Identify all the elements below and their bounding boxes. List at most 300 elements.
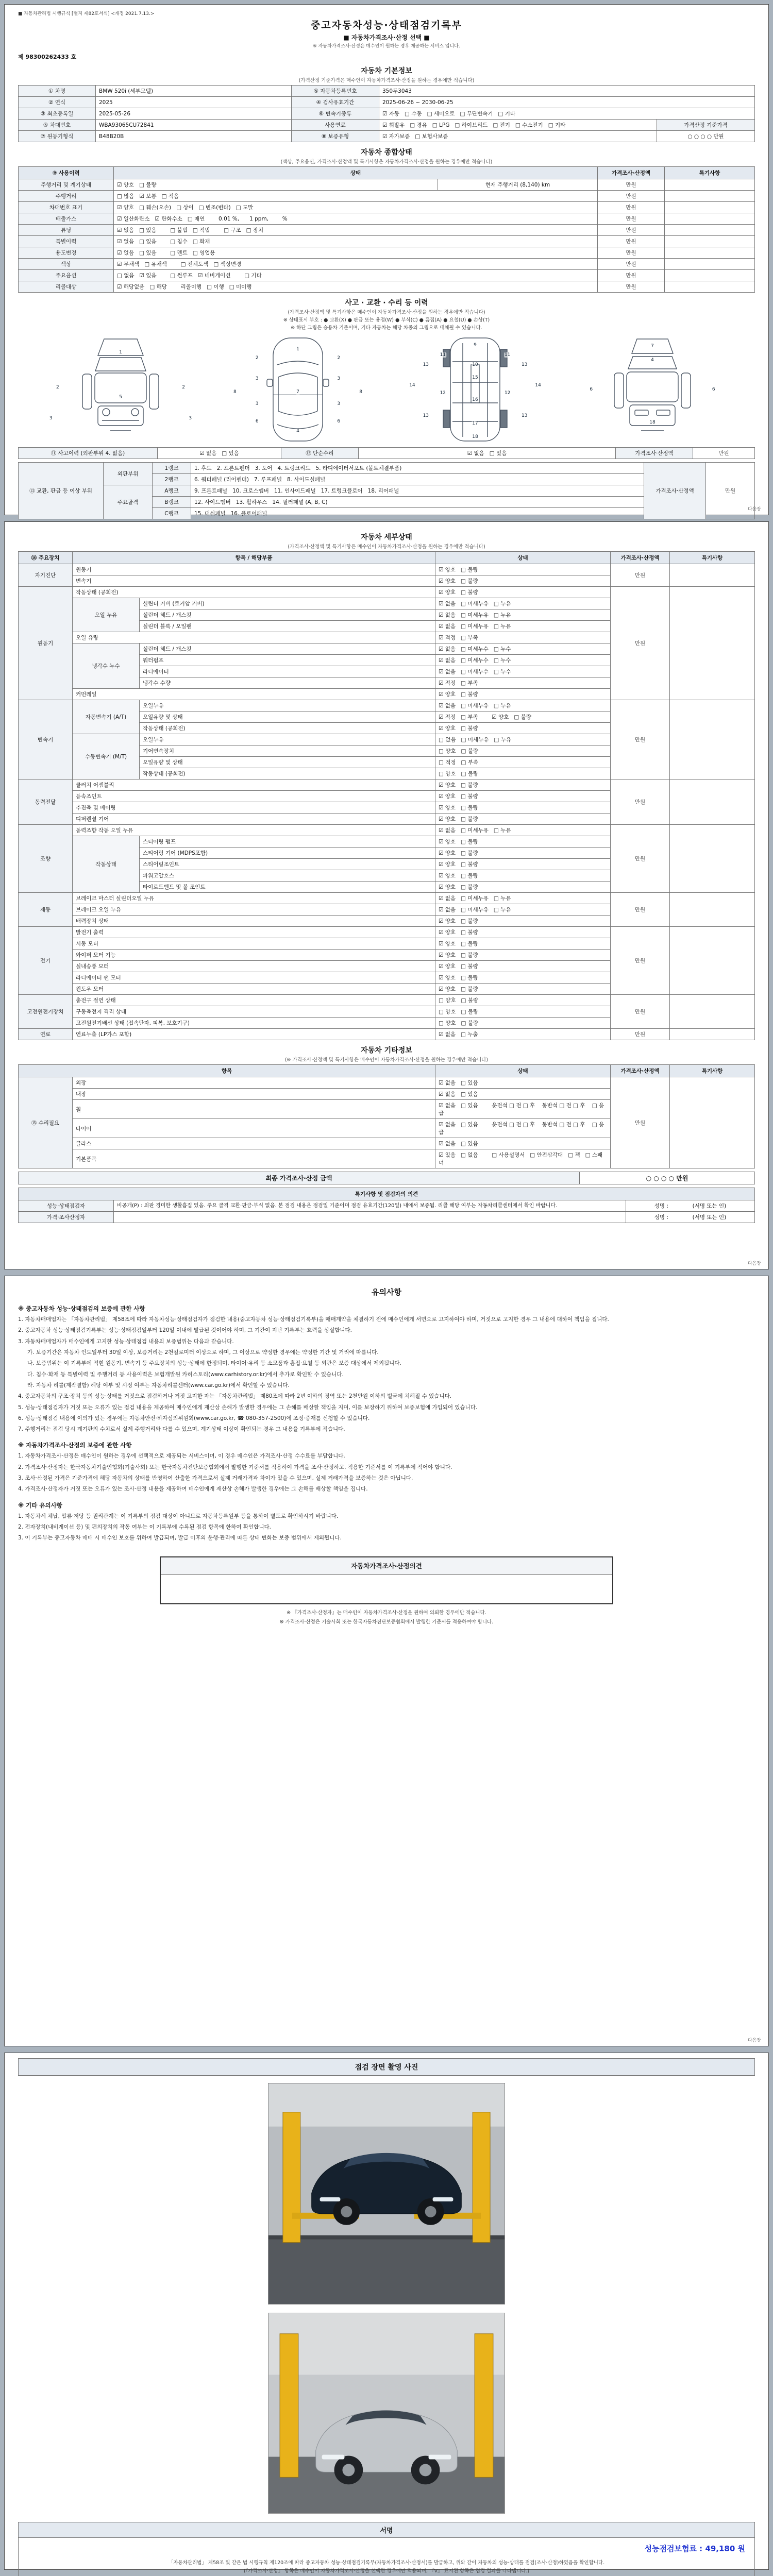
misc-header-row [19,1065,755,1077]
price-cell: 만원 [598,225,665,236]
status-checkboxes[interactable]: ☑ 적정 □ 부족 [435,632,611,643]
field-value[interactable]: ☑ 자가보증 □ 보험사보증 [379,131,657,142]
remark-cell [670,1077,755,1168]
device-group-label: 전기 [19,927,73,995]
rank-label: 1랭크 [153,463,191,474]
status-checkboxes[interactable]: ☑ 양호 □ 불량 [435,927,611,938]
field-value: B48B20B [96,131,292,142]
status-checkboxes[interactable]: ☑ 양호 □ 불량 [435,836,611,848]
status-checkboxes[interactable]: ☑ 없음 □ 미세누수 □ 누수 [435,643,611,655]
panel-rank-table [18,462,755,519]
usage-item-label: 용도변경 [19,247,114,259]
usage-history-row [19,179,755,191]
signature-title: 서명 [19,2522,754,2538]
notice-item: 4. 가격조사·산정자가 거짓 또는 오류가 있는 조사·산정 내용을 제공하여 매수인에게 재산상 손해가 발생한 경우에는 그 손해를 배상할 책임을 집니다. [18,1486,368,1493]
basic-info-note: (가격산정 기준가격은 매수인이 자동차가격조사·산정을 원하는 경우에만 적습니다) [298,78,475,83]
basic-info-row [19,108,755,120]
document-number: 제 98300262433 호 [18,54,77,60]
opinion-text [114,1212,626,1223]
panel-number-marker: 8 [359,389,362,395]
detail-table [18,551,755,1040]
status-checkboxes[interactable]: ☑ 양호 □ 불량 [435,859,611,870]
price-opinion-box [160,1556,613,1604]
status-checkboxes[interactable]: □ 양호 □ 불량 [435,1018,611,1029]
device-row [19,825,755,836]
basic-info-row [19,131,755,142]
final-price-row [19,1172,755,1184]
notice-item: 1. 자동차매매업자는 「자동차관리법」 제58조에 따라 자동차성능·상태점검자가 점검한 내용(중고자동차 성능·상태점검기록부)을 매매계약을 체결하기 전에 매수인에게 서면으로 고지하여야 하며, 거짓으로 고지한 경우 그 내용에 대하여 책임을 집니다. [18,1316,609,1323]
usage-history-row [19,225,755,236]
rank-items[interactable]: 9. 프론트패널 10. 크로스멤버 11. 인사이드패널 17. 트렁크플로어 18. 리어패널 [191,485,644,497]
status-checkboxes[interactable]: ☑ 없음 □ 있음 운전석 □ 전 □ 후 동반석 □ 전 □ 후 □ 응급 [435,1100,611,1119]
device-subgroup-label: 오일 누유 [73,598,140,632]
status-checkboxes[interactable]: ☑ 없음 □ 미세누유 □ 누유 [435,825,611,836]
remark-cell [665,213,755,225]
status-checkboxes[interactable]: □ 없음 ☑ 있음 □ 썬루프 ☑ 네비게이션 □ 기타 [114,270,598,281]
panel-number-marker: 13 [521,413,528,419]
device-group-label: 연료 [19,1029,73,1040]
device-item-label: 오일유량 및 상태 [140,757,435,768]
device-item-label: 작동상태 (공회전) [73,587,435,598]
opinions-table [18,1188,755,1223]
price-cell: 만원 [598,259,665,270]
device-subgroup-label: 수동변속기 (M/T) [73,734,140,779]
status-checkboxes[interactable]: □ 양호 □ 불량 [435,995,611,1006]
status-checkboxes[interactable]: ☑ 양호 □ 불량 [435,791,611,802]
opinions-header-row [19,1188,755,1200]
usage-item-label: 특별이력 [19,236,114,247]
price-cell: 만원 [598,213,665,225]
field-value[interactable]: ☑ 휘발유 □ 경유 □ LPG □ 하이브리드 □ 전기 □ 수소전기 □ 기타 [379,120,657,131]
status-checkboxes[interactable]: ☑ 없음 □ 미세누유 □ 누유 [435,893,611,904]
rank-label: C랭크 [153,508,191,519]
remark-cell [670,825,755,893]
rank-items[interactable]: 12. 사이드멤버 13. 휠하우스 14. 필러패널 (A, B, C) [191,497,644,508]
usage-history-row [19,191,755,202]
usage-item-label: 튜닝 [19,225,114,236]
status-checkboxes[interactable]: □ 많음 ☑ 보통 □ 적음 [114,191,598,202]
status-checkboxes[interactable]: ☑ 양호 □ 불량 [435,814,611,825]
status-checkboxes[interactable]: ☑ 없음 □ 미세누유 □ 누유 [435,621,611,632]
inspection-photo-ground-car[interactable] [268,2313,505,2514]
device-item-label: 냉각수 수량 [140,677,435,689]
signature-statement-1: 「자동차관리법」 제58조 및 같은 법 시행규칙 제120조에 따라 중고자동차 성능·상태점검기록부(자동차가격조사·산정서)를 발급하고, 위와 같이 자동차의 성능·상태를 점검(조사·산정)하였음을 확인합니다. [168,2560,605,2566]
notice-item: 7. 주행거리는 점검 당시 계기판의 수치로서 실제 주행거리와 다를 수 있으며, 계기상태 이상이 확인되는 경우 그 내용을 기록부에 적습니다. [18,1426,345,1433]
price-opinion-box-body[interactable] [161,1574,612,1603]
panel-number-marker: 13 [423,413,429,419]
panel-number-marker: 12 [440,390,446,396]
misc-section-head [18,1045,755,1063]
usage-history-row [19,236,755,247]
opinion-signature[interactable]: 성명 : (서명 또는 인) [626,1200,755,1212]
rank-group-label: 주요골격 [104,485,153,519]
status-checkboxes[interactable]: ☑ 있음 □ 없음 □ 사용설명서 □ 안전삼각대 □ 잭 □ 스패너 [435,1149,611,1168]
status-checkboxes[interactable]: ☑ 없음 □ 미세누유 □ 누유 [435,700,611,711]
rank-label: B랭크 [153,497,191,508]
status-checkboxes[interactable]: ☑ 없음 □ 미세누수 □ 누수 [435,666,611,677]
device-row [19,700,755,711]
document-title: 중고자동차성능·상태점검기록부 [310,20,463,31]
notice-item: 나. 보증범위는 이 기록부에 적힌 원동기, 변속기 등 주요장치의 성능·상태에 한정되며, 타이어·유리 등 소모품과 흠집·요철 등 외관은 보증 대상에서 제외됩니다. [27,1360,401,1367]
status-checkboxes[interactable]: ☑ 없음 □ 있음 [435,1077,611,1089]
device-row [19,587,755,598]
device-item-label: 와이퍼 모터 기능 [73,950,435,961]
rank-items[interactable]: 1. 후드 2. 프론트펜더 3. 도어 4. 트렁크리드 5. 라디에이터서포트 (볼트체결부품) [191,463,644,474]
usage-history-row [19,259,755,270]
price-cell: 만원 [611,1077,670,1168]
remark-cell [665,225,755,236]
status-checkboxes[interactable]: ☑ 양호 □ 불량 [435,575,611,587]
panel-number-marker: 7 [296,389,299,395]
panel-rank-row [19,463,755,474]
price-cell: 만원 [598,270,665,281]
remark-cell [670,564,755,587]
panel-number-marker: 3 [337,376,341,382]
status-checkboxes[interactable]: ☑ 양호 □ 불량 [435,723,611,734]
column-header: 상태 [435,1065,611,1077]
device-item-label: 연료누출 (LP가스 포함) [73,1029,435,1040]
device-item-label: 오일누유 [140,734,435,745]
field-label: ⑥ 변속기종류 [292,108,379,120]
status-checkboxes[interactable]: ☑ 없음 □ 있음 운전석 □ 전 □ 후 동반석 □ 전 □ 후 □ 응급 [435,1119,611,1138]
remark-cell [670,700,755,779]
status-checkboxes[interactable]: ☑ 없음 □ 있음 □ 렌트 □ 영업용 [114,247,598,259]
opinion-signature[interactable]: 성명 : (서명 또는 인) [626,1212,755,1223]
usage-item-label: 주행거리 및 계기상태 [19,179,114,191]
basic-info-row [19,86,755,97]
comprehensive-title: 자동차 종합상태 [361,148,412,157]
misc-table [18,1064,755,1168]
remark-cell [665,247,755,259]
panel-number-marker: 17 [472,421,478,427]
field-label: ⑧ 보증유형 [292,131,379,142]
device-item-label: 작동상태 (공회전) [140,723,435,734]
price-opinion-box-title: 자동차가격조사·산정의견 [161,1557,612,1574]
panel-number-marker: 2 [255,355,259,361]
status-checkboxes[interactable]: □ 양호 □ 불량 [435,768,611,779]
panel-number-marker: 10 [472,362,478,367]
usage-item-label: 주요옵션 [19,270,114,281]
remark-cell [670,1029,755,1040]
status-checkboxes[interactable]: ☑ 없음 □ 미세누유 □ 누유 [435,609,611,621]
device-item-label: 휠 [73,1100,435,1119]
price-cell: 만원 [611,825,670,893]
notice-item: 2. 중고자동차 성능·상태점검기록부는 성능·상태점검일부터 120일 이내에 발급된 것이어야 하며, 그 기간이 지난 기록부는 효력을 상실합니다. [18,1327,352,1334]
simple-repair-checkboxes[interactable]: ☑ 없음 □ 있음 [359,448,616,459]
price-cell: 만원 [693,448,755,459]
accident-section-head [18,297,755,315]
status-checkboxes[interactable]: □ 양호 □ 불량 [435,745,611,757]
device-item-label: 브레이크 마스터 실린더오일 누유 [73,893,435,904]
device-item-label: 브레이크 오일 누유 [73,904,435,916]
usage-history-row [19,202,755,213]
status-checkboxes[interactable]: ☑ 양호 □ 불량 [435,848,611,859]
device-item-label: 외장 [73,1077,435,1089]
panel-number-marker: 4 [296,428,299,434]
device-item-label: 발전기 출력 [73,927,435,938]
device-item-label: 추진축 및 베어링 [73,802,435,814]
remark-cell [665,236,755,247]
signature-content [19,2538,754,2576]
status-checkboxes[interactable]: ☑ 양호 □ 불량 [435,779,611,791]
field-value: BMW 520i (세부모델) [96,86,292,97]
price-cell: 만원 [598,281,665,293]
panel-number-marker: 3 [255,401,259,406]
device-group-label: 동력전달 [19,779,73,825]
opinions-title: 특기사항 및 점검자의 의견 [19,1188,755,1200]
notice-item: 다. 침수·화재 등 특별이력 및 주행거리 등 사용이력은 보험개발원 카히스토리(www.carhistory.or.kr)에서 추가로 확인할 수 있습니다. [27,1371,344,1378]
price-cell: 만원 [598,202,665,213]
price-cell: 만원 [611,564,670,587]
status-checkboxes[interactable]: ☑ 없음 □ 있음 □ 불법 □ 적법 □ 구조 □ 장치 [114,225,598,236]
field-value: WBA93065CU72841 [96,120,292,131]
page-1 [4,4,769,515]
device-item-label: 시동 모터 [73,938,435,950]
status-checkboxes[interactable]: ☑ 없음 □ 미세누수 □ 누수 [435,655,611,666]
vehicle-diagram-front[interactable] [36,335,206,444]
device-item-label: 클러치 어셈블리 [73,779,435,791]
notice-item: 3. 자동차매매업자가 매수인에게 고지한 성능·상태점검 내용의 보증범위는 다음과 같습니다. [18,1338,234,1345]
panel-number-marker: 11 [504,352,511,358]
remark-cell [670,927,755,995]
panel-number-marker: 11 [440,352,446,358]
notice-section-heading: ※ 중고자동차 성능·상태점검의 보증에 관한 사항 [18,1305,145,1312]
status-checkboxes[interactable]: ☑ 없음 □ 있음 □ 침수 □ 화재 [114,236,598,247]
remark-cell [670,587,755,700]
rank-main-label: ⑬ 교환, 판금 등 이상 부위 [19,463,104,519]
status-checkboxes[interactable]: ☑ 양호 □ 불량 [435,587,611,598]
car-underbody-drawing [390,335,560,444]
current-mileage: 현재 주행거리 (8,140) km [438,179,597,191]
status-checkboxes[interactable]: □ 양호 □ 불량 [435,1006,611,1018]
accident-history-checkboxes[interactable]: ☑ 없음 □ 있음 [158,448,281,459]
notice-item: 1. 자동차세 체납, 압류·저당 등 권리관계는 이 기록부의 점검 대상이 아니므로 자동차등록원부 등을 통하여 별도로 확인하시기 바랍니다. [18,1513,339,1519]
price-option-note: ※ 자동차가격조사·산정은 매수인이 원하는 경우 제공하는 서비스 입니다. [313,44,460,49]
column-header: 항목 [19,1065,435,1077]
status-checkboxes[interactable]: ☑ 적정 □ 부족 ☑ 양호 □ 불량 [435,711,611,723]
field-label: ③ 최초등록일 [19,108,96,120]
signature-box [18,2522,755,2576]
misc-title: 자동차 기타정보 [361,1046,412,1055]
price-opinion-note-2: ※ 가격조사·산정은 기술사회 또는 한국자동차진단보증협회에서 발행한 기준서를 적용하여야 합니다. [279,1619,494,1625]
status-checkboxes[interactable]: ☑ 해당없음 □ 해당 리콜이행 □ 이행 □ 미이행 [114,281,598,293]
notice-item: 3. 이 기록부는 중고자동차 매매 시 매수인 보호를 위하여 발급되며, 발급 이후의 운행·관리에 따른 상태 변화는 보증 범위에서 제외됩니다. [18,1535,342,1541]
price-opinion-note-1: ※ 『가격조사·산정자』는 매수인이 자동차가격조사·산정을 원하여 의뢰한 경우에만 적습니다. [287,1609,486,1616]
status-checkboxes[interactable]: ☑ 양호 □ 불량 [435,916,611,927]
signature-statement-2: (『가격조사·산정』 항목은 매수인이 자동차가격조사·산정을 선택한 경우에만 적용되며, 『V』 표시된 항목은 점검 결과를 나타냅니다.) [243,2568,530,2574]
notices-title: 유의사항 [372,1287,401,1297]
status-checkboxes[interactable]: ☑ 양호 □ 불량 [435,984,611,995]
panel-number-marker: 6 [712,387,715,393]
field-value: 2025-05-26 [96,108,292,120]
panel-number-marker: 3 [189,415,192,421]
remark-cell [670,893,755,927]
usage-item-label: 색상 [19,259,114,270]
price-cell: 만원 [706,463,755,519]
status-checkboxes[interactable]: ☑ 없음 □ 미세누유 □ 누유 [435,904,611,916]
device-item-label: 커먼레일 [73,689,435,700]
status-checkboxes[interactable]: ☑ 양호 □ 불량 [435,802,611,814]
notice-item: 3. 조사·산정된 가격은 기준가격에 해당 자동차의 상태를 반영하여 산출한 가격으로서 실제 거래가격과 차이가 있을 수 있으며, 실제 거래가격을 보증하는 것은 아닙니다. [18,1475,413,1482]
column-header: ⑭ 주요장치 [19,552,73,564]
status-checkboxes[interactable]: □ 없음 □ 미세누유 □ 누유 [435,734,611,745]
basic-info-table [18,85,755,142]
status-checkboxes[interactable]: ☑ 양호 □ 불량 [435,564,611,575]
device-group-label: 고전원전기장치 [19,995,73,1029]
device-row [19,564,755,575]
remark-cell [665,202,755,213]
usage-item-label: 차대번호 표기 [19,202,114,213]
usage-history-row [19,213,755,225]
device-group-label: 변속기 [19,700,73,779]
panel-number-marker: 2 [182,385,185,391]
field-label: ⑦ 원동기형식 [19,131,96,142]
status-checkboxes[interactable]: ☑ 적정 □ 부족 [435,677,611,689]
panel-number-marker: 3 [49,415,53,421]
field-label: ⑤ 차대번호 [19,120,96,131]
device-item-label: 충전구 절연 상태 [73,995,435,1006]
panel-number-marker: 12 [504,390,511,396]
status-checkboxes[interactable]: ☑ 일산화탄소 ☑ 탄화수소 □ 매연 0.01 %, 1 ppm, % [114,213,598,225]
device-row [19,995,755,1006]
notice-item: 1. 자동차가격조사·산정은 매수인이 원하는 경우에 선택적으로 제공되는 서비스이며, 이 경우 매수인은 가격조사·산정 수수료를 부담합니다. [18,1453,345,1460]
notice-item: 2. 전자장치(내비게이션 등) 및 편의장치의 작동 여부는 이 기록부에 수록된 점검 항목에 한하여 확인합니다. [18,1524,271,1530]
device-subgroup-label: 자동변속기 (A/T) [73,700,140,734]
vehicle-diagram-top[interactable] [213,335,383,444]
price-cell: 만원 [611,700,670,779]
price-label: 가격조사·산정액 [644,463,706,519]
price-cell: 만원 [611,587,670,700]
device-group-label: 조향 [19,825,73,893]
device-item-label: 타이로드엔드 및 볼 조인트 [140,882,435,893]
status-checkboxes[interactable]: ☑ 양호 □ 불량 [435,950,611,961]
price-cell: 만원 [611,779,670,825]
status-checkboxes[interactable]: ☑ 양호 □ 불량 [435,689,611,700]
field-label: ⑤ 자동차등록번호 [292,86,379,97]
status-checkboxes[interactable]: ☑ 없음 □ 누출 [435,1029,611,1040]
device-item-label: 파워고압호스 [140,870,435,882]
opinion-row [19,1200,755,1212]
device-subgroup-label: 냉각수 누수 [73,643,140,689]
page-2 [4,521,769,1269]
device-item-label: 스티어링조인트 [140,859,435,870]
opinion-role-label: 가격·조사산정자 [19,1212,114,1223]
status-checkboxes[interactable]: ☑ 양호 □ 불량 [435,882,611,893]
panel-number-marker: 2 [337,355,341,361]
column-header: 가격조사·산정액 [611,1065,670,1077]
notice-item: 4. 중고자동차의 구조·장치 등의 성능·상태를 거짓으로 점검하거나 거짓 고지한 자는 「자동차관리법」 제80조에 따라 2년 이하의 징역 또는 2천만원 이하의 벌금에 처해질 수 있습니다. [18,1393,452,1400]
device-group-label: ⑮ 수리필요 [19,1077,73,1168]
column-header: 가격조사·산정액 [598,167,665,179]
detail-section-head [18,532,755,550]
status-checkboxes[interactable]: ☑ 없음 □ 있음 [435,1138,611,1149]
device-row [19,927,755,938]
status-checkboxes[interactable]: ☑ 없음 □ 있음 [435,1089,611,1100]
usage-history-row [19,270,755,281]
misc-note: (※ 가격조사·산정액 및 특기사항은 매수인이 자동차가격조사·산정을 원하는 경우에만 적습니다) [284,1057,489,1063]
device-item-label: 원동기 [73,564,435,575]
device-item-label: 라디에이터 [140,666,435,677]
device-row [19,779,755,791]
status-checkboxes[interactable]: □ 적정 □ 부족 [435,757,611,768]
accident-history-row [19,448,755,459]
panel-number-marker: 3 [337,401,341,406]
panel-number-marker: 15 [472,375,478,381]
column-header: 특기사항 [665,167,755,179]
base-price-label: 가격산정 기준가격 [657,120,755,131]
field-label: ② 연식 [19,97,96,108]
status-checkboxes[interactable]: ☑ 양호 □ 불량 [114,179,438,191]
status-checkboxes[interactable]: ☑ 양호 □ 불량 [435,961,611,972]
panel-number-marker: 7 [651,343,654,349]
remark-cell [665,281,755,293]
field-value: 350두3043 [379,86,755,97]
device-item-label: 스티어링 기어 (MDPS포함) [140,848,435,859]
next-page-label: 다음장 [747,1261,761,1266]
remark-cell [665,270,755,281]
vehicle-diagram-rear[interactable] [567,335,737,444]
device-item-label: 디퍼렌셜 기어 [73,814,435,825]
accident-history-table [18,447,755,459]
comprehensive-table [18,166,755,293]
vehicle-diagram-underbody[interactable] [390,335,560,444]
accident-title: 사고 · 교환 · 수리 등 이력 [345,299,428,307]
basic-info-row [19,120,755,131]
price-cell: 만원 [611,927,670,995]
opinion-text: 비공개(P) : 외판 경미한 생활흠집 있음. 주요 골격 교환·판금·부식 없음. 본 점검 내용은 점검일 기준이며 점검 유효기간(120일) 내에서 보증됨. 리콜 해당 여부는 자동차리콜센터에서 확인 바랍니다. [114,1200,626,1212]
panel-number-marker: 18 [472,434,478,439]
device-row [19,1029,755,1040]
panel-number-marker: 13 [423,362,429,367]
device-item-label: 라디에이터 팬 모터 [73,972,435,984]
next-page-label: 다음장 [747,2038,761,2043]
field-label: ① 차명 [19,86,96,97]
notice-item: 5. 성능·상태점검자가 거짓 또는 오류가 있는 점검 내용을 제공하여 매수인에게 재산상 손해가 발생한 경우에는 그 손해를 배상할 책임을 지며, 이를 보장하기 위하여 보증보험에 가입되어 있습니다. [18,1404,478,1411]
status-checkboxes[interactable]: ☑ 양호 □ 불량 [435,870,611,882]
comprehensive-section-head [18,147,755,165]
status-checkboxes[interactable]: ☑ 양호 □ 불량 [435,938,611,950]
field-label: ④ 검사유효기간 [292,97,379,108]
opinion-role-label: 성능·상태점검자 [19,1200,114,1212]
usage-history-row [19,247,755,259]
device-item-label: 오일유량 및 상태 [140,711,435,723]
remark-cell [670,995,755,1029]
panel-number-marker: 16 [472,397,478,402]
panel-number-marker: 5 [119,395,122,400]
panel-number-marker: 9 [474,342,477,348]
field-value[interactable]: ☑ 자동 □ 수동 □ 세미오토 □ 무단변속기 □ 기타 [379,108,755,120]
price-cell: 만원 [598,247,665,259]
rank-items[interactable]: 15. 대쉬패널 16. 플로어패널 [191,508,644,519]
basic-info-row [19,97,755,108]
rank-items[interactable]: 6. 쿼터패널 (리어펜더) 7. 루프패널 8. 사이드실패널 [191,474,644,485]
device-item-label: 윈도우 모터 [73,984,435,995]
inspection-photo-lifted-car[interactable] [268,2083,505,2304]
device-row [19,1077,755,1089]
status-checkboxes[interactable]: ☑ 무채색 □ 유채색 □ 전체도색 □ 색상변경 [114,259,598,270]
status-checkboxes[interactable]: ☑ 양호 □ 불량 [435,972,611,984]
device-item-label: 내장 [73,1089,435,1100]
status-checkboxes[interactable]: ☑ 양호 □ 훼손(오손) □ 상이 □ 변조(변타) □ 도말 [114,202,598,213]
device-item-label: 실린더 블록 / 오일팬 [140,621,435,632]
panel-number-marker: 2 [56,385,59,391]
page-3 [4,1276,769,2046]
device-item-label: 실내송풍 모터 [73,961,435,972]
device-item-label: 배력장치 상태 [73,916,435,927]
accident-symbol-legend: ※ 상태표시 부호 : ● 교환(X) ● 판금 또는 용접(W) ● 부식(C) ● 흠집(A) ● 요철(U) ● 손상(T) [283,317,490,323]
status-checkboxes[interactable]: ☑ 없음 □ 미세누유 □ 누유 [435,598,611,609]
price-cell: 만원 [611,1029,670,1040]
